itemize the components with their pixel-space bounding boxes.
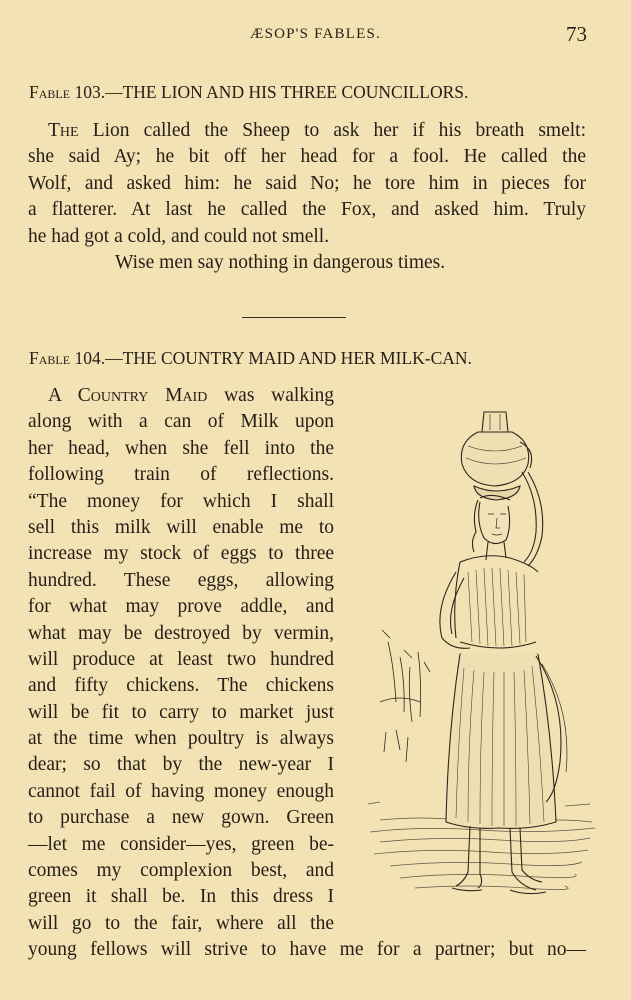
fable-104-title: —THE COUNTRY MAID AND HER MILK-CAN. (105, 348, 472, 368)
fable-103-heading (29, 82, 468, 103)
fable-103-line: a flatterer. At last he called the Fox, and asked him. Truly (28, 199, 586, 221)
fable-104-line: following train of reflections. (28, 464, 334, 486)
running-head-title: ÆSOP'S FABLES. (250, 26, 381, 42)
fable-103-lead: The (48, 120, 79, 141)
fable-104-line: what may be destroyed by vermin, (28, 622, 334, 644)
page-number: 73 (566, 22, 587, 46)
fable-104-line: at the time when poultry is always (28, 728, 334, 750)
fable-104-heading (29, 348, 472, 369)
fable-103-moral: Wise men say nothing in dangerous times. (115, 252, 446, 273)
fable-104-line: her head, when she fell into the (28, 437, 334, 459)
fable-103-line: she said Ay; he bit off her head for a fool. He called the (28, 146, 586, 168)
fable-104-line: dear; so that by the new-year I (28, 754, 334, 776)
fable-104-line: green it shall be. In this dress I (28, 886, 334, 908)
fable-104-line: and fifty chickens. The chickens (28, 675, 334, 697)
fable-103-label: Fable 103. (29, 82, 106, 102)
fable-104-label: Fable 104. (29, 348, 106, 368)
milkmaid-engraving-icon (360, 402, 600, 922)
fable-103-line: he had got a cold, and could not smell. (28, 225, 330, 247)
fable-103-line: Wolf, and asked him: he said No; he tore him in pieces for (28, 172, 586, 194)
fable-104-line: increase my stock of eggs to three (28, 543, 334, 565)
fable-103-first-line (48, 118, 586, 144)
fable-103-line: Lion called the Sheep to ask her if his breath smelt: (78, 120, 586, 141)
fable-104-line: “The money for which I shall (28, 490, 334, 512)
fable-104-line: will produce at least two hundred (28, 648, 334, 670)
fable-104-line: sell this milk will enable me to (28, 516, 334, 538)
fable-104-line: will go to the fair, where all the (28, 912, 334, 934)
fable-104-first-line (48, 383, 334, 409)
section-divider (242, 317, 346, 318)
fable-103-title: —THE LION AND HIS THREE COUNCILLORS. (105, 82, 469, 102)
fable-104-last-line: young fellows will strive to have me for a partner; but no— (28, 939, 586, 960)
fable-104-line: hundred. These eggs, allowing (28, 569, 334, 591)
fable-104-lead-a: A (48, 385, 62, 406)
running-head (0, 22, 631, 46)
fable-104-line: will be fit to carry to market just (28, 701, 334, 723)
fable-104-last-line-block (28, 937, 586, 963)
fable-104-lead-b: Country Maid (77, 385, 208, 406)
fable-104-line: comes my complexion best, and (28, 860, 334, 882)
fable-104-line: cannot fail of having money enough (28, 780, 334, 802)
fable-104-line: to purchase a new gown. Green (28, 807, 334, 829)
fable-104-line: for what may prove addle, and (28, 596, 334, 618)
fable-104-body (28, 409, 334, 937)
fable-104-line: was walking (207, 385, 334, 406)
fable-103-body (28, 144, 586, 250)
fable-104-line: along with a can of Milk upon (28, 411, 334, 433)
fable-104-line: —let me consider—yes, green be- (28, 833, 334, 855)
